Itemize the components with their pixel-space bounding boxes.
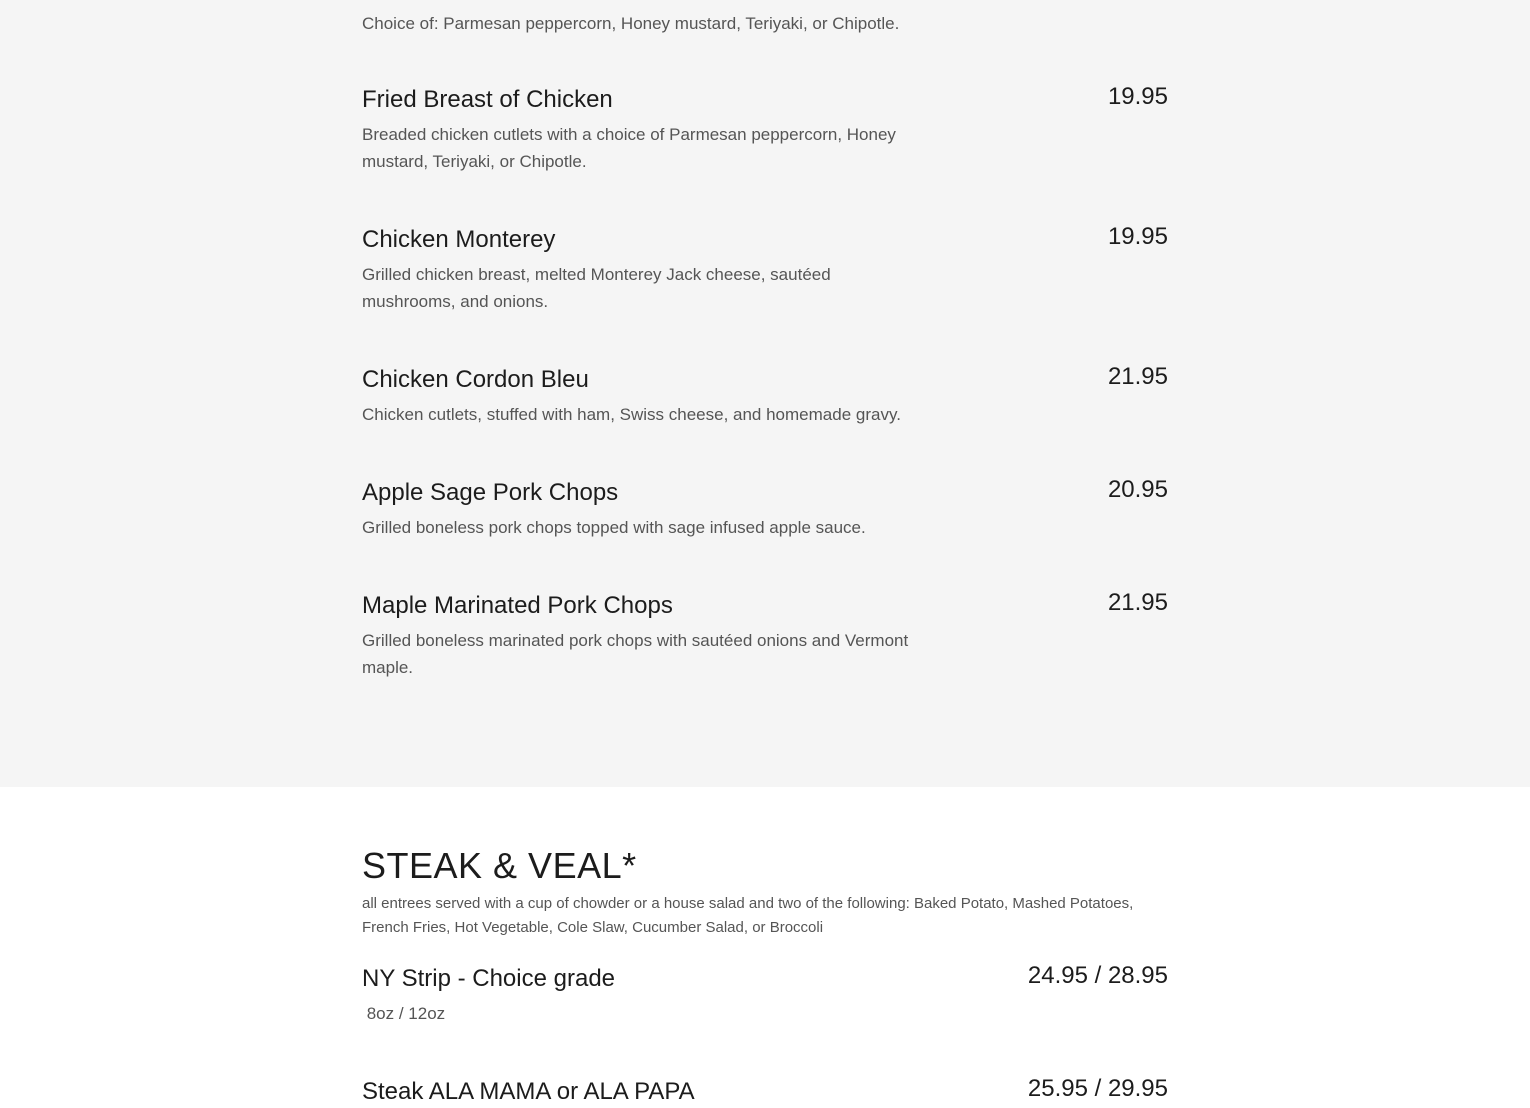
section-title: STEAK & VEAL* <box>362 845 637 886</box>
item-price: 25.95 / 29.95 <box>1027 1075 1168 1102</box>
section-note: all entrees served with a cup of chowder or a house salad and two of the following: Baked Potato, Mashed Potatoes, French Fries, Hot Vegetable, Cole Slaw, Cucumber Salad, or Broccoli <box>362 895 1134 936</box>
item-description: Breaded chicken cutlets with a choice of Parmesan peppercorn, Honey mustard, Teriyaki, or Chipotle. <box>362 125 896 171</box>
item-price: 20.95 <box>1107 476 1168 503</box>
item-description: Grilled boneless marinated pork chops with sautéed onions and Vermont maple. <box>362 631 909 677</box>
item-description: Chicken cutlets, stuffed with ham, Swiss cheese, and homemade gravy. <box>362 405 901 424</box>
item-price: 19.95 <box>1107 83 1168 110</box>
item-price: 21.95 <box>1107 589 1168 616</box>
item-name: NY Strip - Choice grade <box>362 965 616 992</box>
item-name: Apple Sage Pork Chops <box>362 479 619 506</box>
item-name: Steak ALA MAMA or ALA PAPA <box>362 1078 695 1105</box>
item-description: Grilled boneless pork chops topped with sage infused apple sauce. <box>362 518 866 537</box>
steak-veal-section <box>0 787 1530 1108</box>
item-name: Chicken Monterey <box>362 226 556 253</box>
item-name: Fried Breast of Chicken <box>362 86 613 113</box>
item-name: Maple Marinated Pork Chops <box>362 592 673 619</box>
item-name: Chicken Cordon Bleu <box>362 366 589 393</box>
item-price: 19.95 <box>1107 223 1168 250</box>
item-description: Choice of: Parmesan peppercorn, Honey mustard, Teriyaki, or Chipotle. <box>362 14 900 33</box>
item-price: 21.95 <box>1107 363 1168 390</box>
item-price: 24.95 / 28.95 <box>1027 962 1168 989</box>
item-description: Grilled chicken breast, melted Monterey Jack cheese, sautéed mushrooms, and onions. <box>362 265 831 311</box>
item-description: 8oz / 12oz <box>362 1004 446 1023</box>
